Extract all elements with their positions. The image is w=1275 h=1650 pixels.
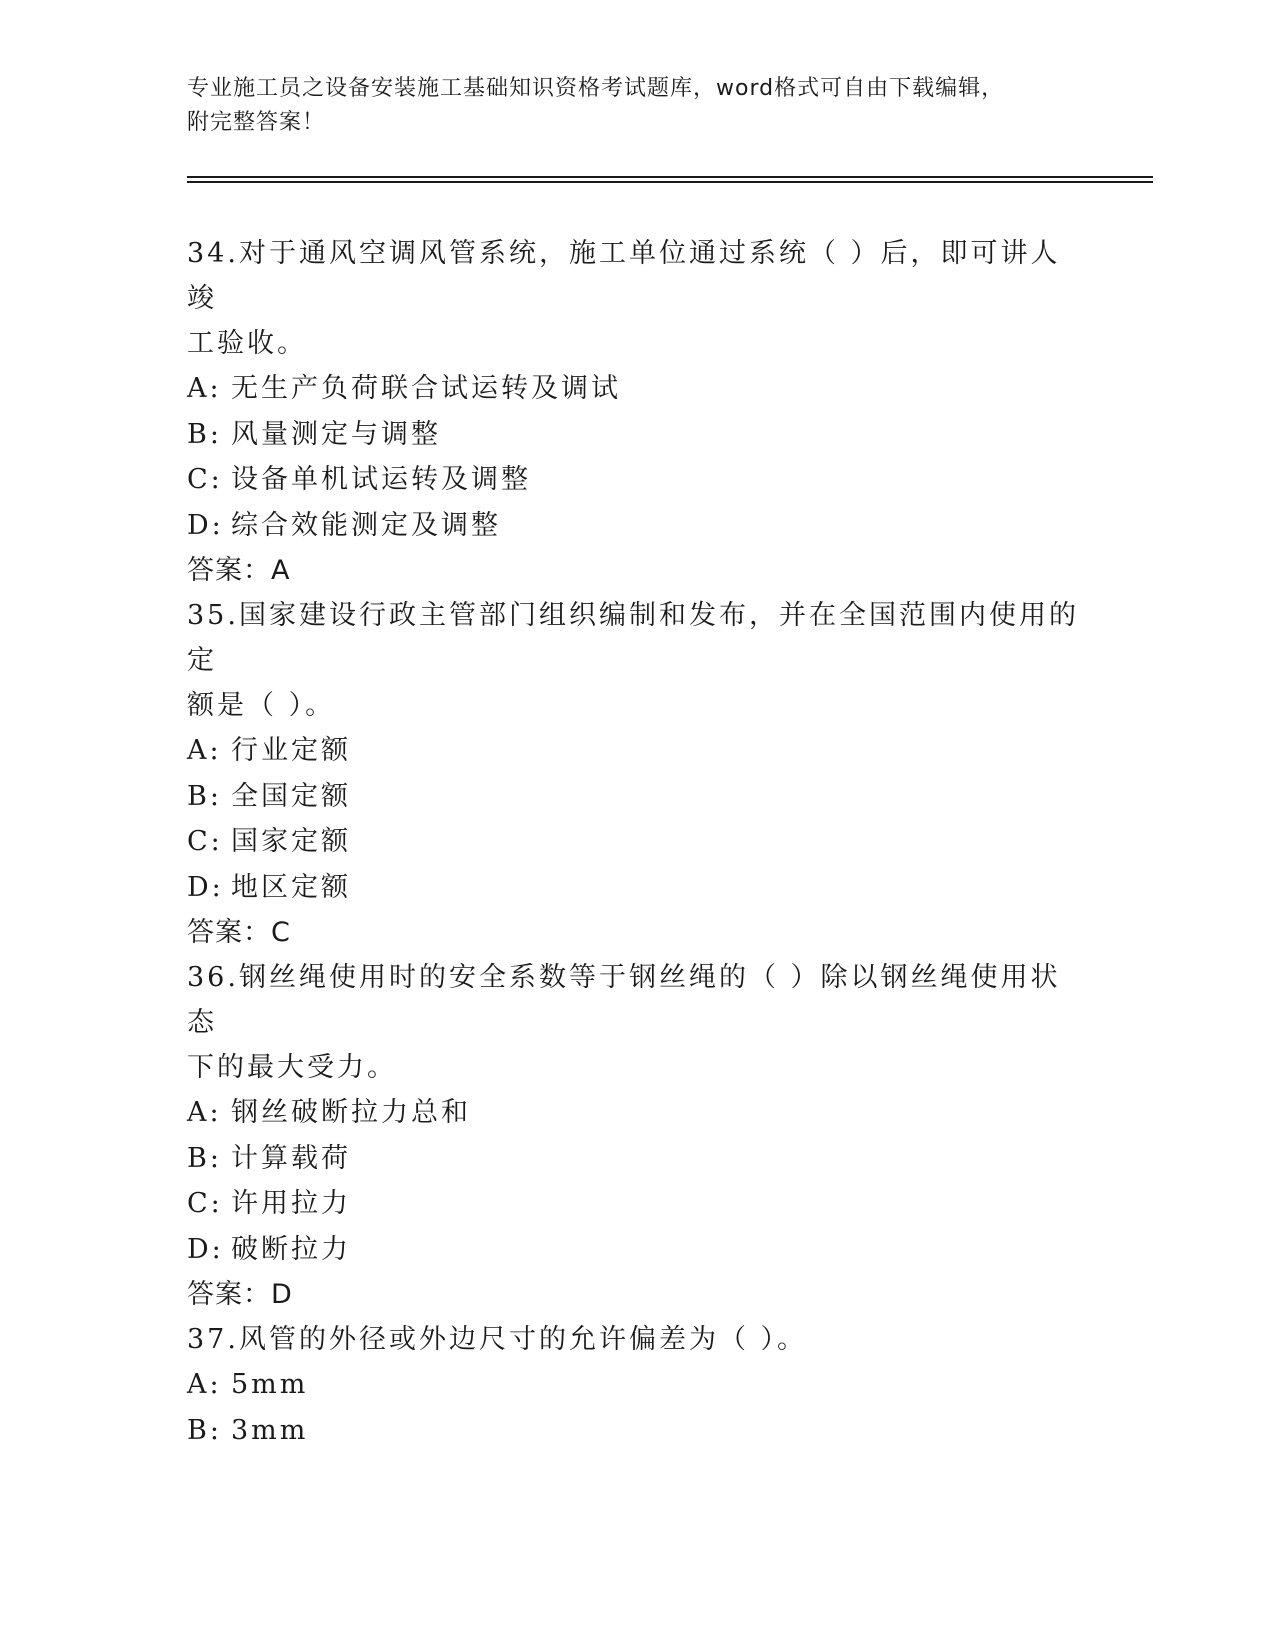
option-text: 许用拉力: [231, 1188, 351, 1219]
option-text: 破断拉力: [231, 1233, 351, 1265]
option-b: [187, 412, 1087, 458]
question-stem-line-2: 工验收。: [187, 328, 307, 359]
option-a: [187, 1090, 1087, 1136]
question-stem: [187, 1317, 1087, 1362]
question-35: [187, 593, 1087, 956]
option-text: 设备单机试运转及调整: [231, 464, 531, 495]
option-letter: D:: [187, 871, 224, 903]
option-text: 风量测定与调整: [231, 418, 441, 450]
option-d: [187, 1227, 1087, 1273]
option-b: [187, 774, 1087, 820]
answer: 答案：A: [187, 555, 291, 586]
question-stem-line-1: 35.国家建设行政主管部门组织编制和发布，并在全国范围内使用的定: [187, 600, 1079, 676]
option-b: [187, 1408, 1087, 1454]
option-text: 3mm: [231, 1414, 309, 1446]
question-stem: [187, 955, 1087, 1090]
option-text: 国家定额: [231, 826, 351, 857]
option-text: 计算载荷: [231, 1142, 351, 1174]
option-a: [187, 1362, 1087, 1408]
option-letter: A:: [187, 735, 222, 766]
document-header: [187, 72, 1087, 140]
question-stem-line-1: 36.钢丝绳使用时的安全系数等于钢丝绳的（ ）除以钢丝绳使用状态: [187, 962, 1061, 1038]
question-stem-line-1: 34.对于通风空调风管系统，施工单位通过系统（ ）后，即可讲人竣: [187, 238, 1061, 314]
answer: 答案：D: [187, 1279, 293, 1310]
option-b: [187, 1136, 1087, 1182]
option-letter: A:: [187, 1097, 222, 1128]
header-divider-bottom: [187, 181, 1153, 183]
header-divider-top: [187, 176, 1153, 178]
option-letter: D:: [187, 509, 224, 541]
question-stem: [187, 231, 1087, 366]
question-stem-line-2: 额是（ ）。: [187, 690, 336, 721]
option-letter: C:: [187, 464, 223, 495]
answer: 答案：C: [187, 917, 291, 948]
option-c: [187, 1181, 1087, 1227]
option-d: [187, 503, 1087, 549]
option-letter: B:: [187, 780, 222, 812]
header-line-1: 专业施工员之设备安装施工基础知识资格考试题库，word格式可自由下载编辑，: [187, 76, 1005, 101]
header-line-2: 附完整答案！: [187, 110, 326, 135]
option-text: 地区定额: [231, 871, 351, 903]
option-letter: B:: [187, 1142, 222, 1174]
option-letter: D:: [187, 1233, 224, 1265]
option-text: 综合效能测定及调整: [231, 509, 501, 541]
option-letter: B:: [187, 418, 222, 450]
option-text: 行业定额: [231, 735, 351, 766]
question-stem-line-2: 下的最大受力。: [187, 1052, 397, 1083]
option-letter: A:: [187, 1369, 222, 1400]
option-text: 钢丝破断拉力总和: [231, 1097, 471, 1128]
option-a: [187, 366, 1087, 412]
option-a: [187, 728, 1087, 774]
option-c: [187, 457, 1087, 503]
option-letter: A:: [187, 373, 222, 404]
option-text: 5mm: [231, 1369, 309, 1400]
option-letter: C:: [187, 826, 223, 857]
option-text: 全国定额: [231, 780, 351, 812]
question-stem: [187, 593, 1087, 728]
question-37: [187, 1317, 1087, 1453]
option-d: [187, 865, 1087, 911]
question-stem-line-1: 37.风管的外径或外边尺寸的允许偏差为（ ）。: [187, 1324, 808, 1355]
option-text: 无生产负荷联合试运转及调试: [231, 373, 621, 404]
option-letter: B:: [187, 1414, 222, 1446]
option-c: [187, 819, 1087, 865]
question-36: [187, 955, 1087, 1318]
question-34: [187, 231, 1087, 594]
option-letter: C:: [187, 1188, 223, 1219]
